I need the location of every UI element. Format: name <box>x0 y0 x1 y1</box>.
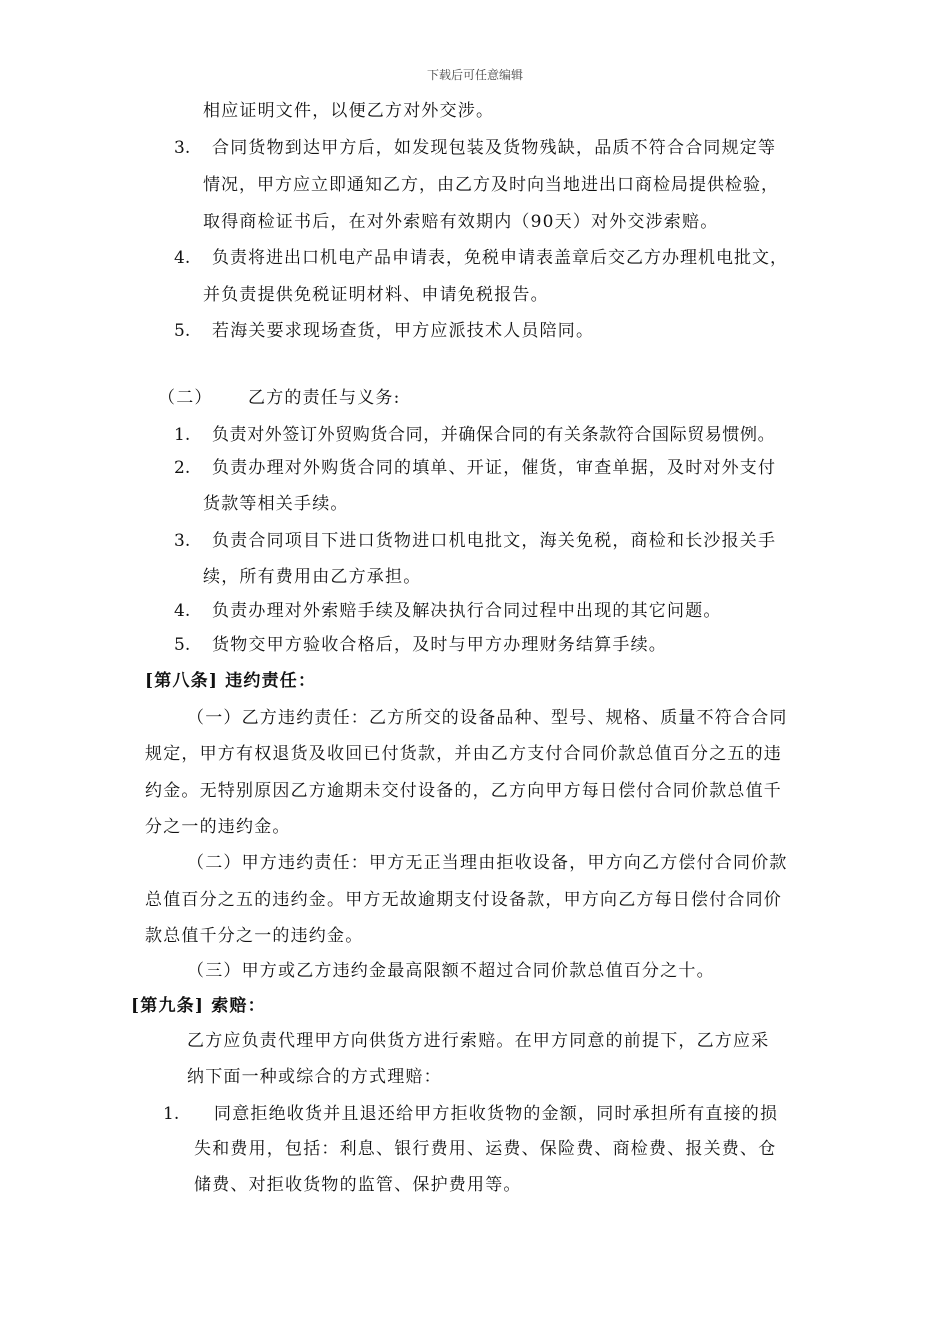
item-number: 3. <box>174 138 191 158</box>
item-line: 负责对外签订外贸购货合同，并确保合同的有关条款符合国际贸易惯例。 <box>212 425 776 445</box>
item-line: 续，所有费用由乙方承担。 <box>203 567 422 587</box>
article-heading: [第八条] 违约责任： <box>145 671 317 691</box>
paragraph-line: （二）甲方违约责任：甲方无正当理由拒收设备，甲方向乙方偿付合同价款 <box>187 853 788 873</box>
continuation-line: 相应证明文件，以便乙方对外交涉。 <box>203 101 495 121</box>
paragraph-line: 规定，甲方有权退货及收回已付货款，并由乙方支付合同价款总值百分之五的违 <box>145 744 782 764</box>
item-number: 2. <box>174 458 191 478</box>
item-line: 取得商检证书后，在对外索赔有效期内（90天）对外交涉索赔。 <box>203 212 719 232</box>
item-number: 5. <box>174 321 191 341</box>
item-line: 负责将进出口机电产品申请表，免税申请表盖章后交乙方办理机电批文， <box>212 248 788 268</box>
item-line: 情况，甲方应立即通知乙方，由乙方及时向当地进出口商检局提供检验， <box>203 175 779 195</box>
article-heading: [第九条] 索赔： <box>131 996 266 1016</box>
paragraph-line: 乙方应负责代理甲方向供货方进行索赔。在甲方同意的前提下，乙方应采 <box>187 1031 770 1051</box>
item-line: 货款等相关手续。 <box>203 494 349 514</box>
item-line: 合同货物到达甲方后，如发现包装及货物残缺，品质不符合合同规定等 <box>212 138 777 158</box>
item-line: 负责合同项目下进口货物进口机电批文，海关免税，商检和长沙报关手 <box>212 531 777 551</box>
paragraph-line: 总值百分之五的违约金。甲方无故逾期支付设备款，甲方向乙方每日偿付合同价 <box>145 890 782 910</box>
item-number: 5. <box>174 635 191 655</box>
item-line: 负责办理对外购货合同的填单、开证，催货，审查单据，及时对外支付 <box>212 458 777 478</box>
paragraph-line: 分之一的违约金。 <box>145 817 291 837</box>
item-line: 同意拒绝收货并且退还给甲方拒收货物的金额，同时承担所有直接的损 <box>214 1104 779 1124</box>
item-line: 储费、对拒收货物的监管、保护费用等。 <box>194 1175 522 1195</box>
item-number: 4. <box>174 601 191 621</box>
paragraph-line: 款总值千分之一的违约金。 <box>145 926 364 946</box>
item-number: 1. <box>174 425 191 445</box>
item-line: 货物交甲方验收合格后，及时与甲方办理财务结算手续。 <box>212 635 667 655</box>
subsection-number: （二） <box>158 388 213 408</box>
page-header: 下载后可任意编辑 <box>426 68 523 82</box>
paragraph-line: 纳下面一种或综合的方式理赔： <box>187 1067 442 1087</box>
item-line: 失和费用，包括：利息、银行费用、运费、保险费、商检费、报关费、仓 <box>194 1139 777 1159</box>
item-number: 4. <box>174 248 191 268</box>
item-line: 并负责提供免税证明材料、申请免税报告。 <box>203 285 549 305</box>
item-number: 1. <box>163 1104 180 1124</box>
paragraph-line: （一）乙方违约责任：乙方所交的设备品种、型号、规格、质量不符合合同 <box>187 708 788 728</box>
paragraph-line: （三）甲方或乙方违约金最高限额不超过合同价款总值百分之十。 <box>187 961 715 981</box>
item-number: 3. <box>174 531 191 551</box>
item-line: 若海关要求现场查货，甲方应派技术人员陪同。 <box>212 321 595 341</box>
paragraph-line: 约金。无特别原因乙方逾期未交付设备的，乙方向甲方每日偿付合同价款总值千 <box>145 781 782 801</box>
item-line: 负责办理对外索赔手续及解决执行合同过程中出现的其它问题。 <box>212 601 722 621</box>
subsection-heading: 乙方的责任与义务: <box>248 388 401 408</box>
